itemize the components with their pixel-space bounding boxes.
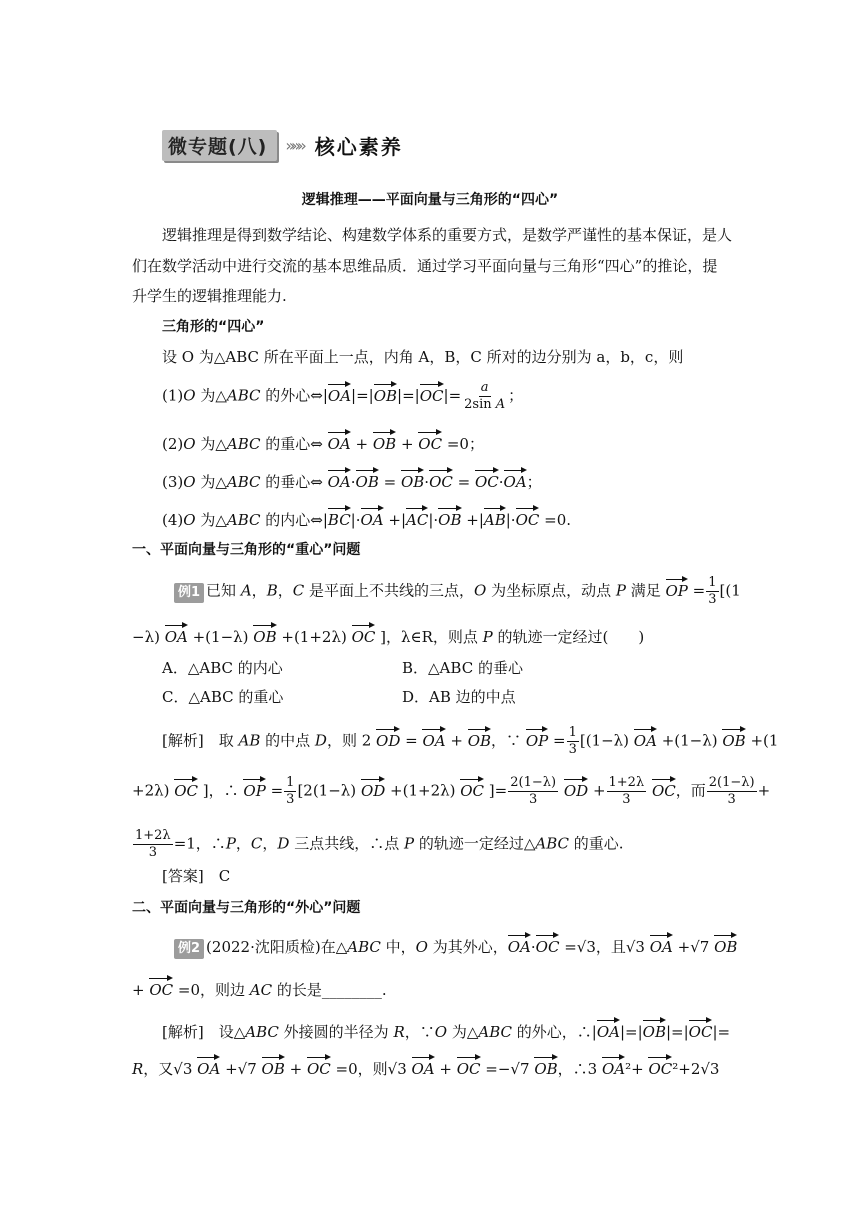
- answer-blank[interactable]: ________: [321, 981, 382, 999]
- topic-label: 微专题(八): [162, 130, 277, 161]
- option-b[interactable]: B．△ABC 的垂心: [402, 659, 523, 677]
- four-centers-heading: 三角形的“四心”: [162, 319, 265, 335]
- analysis1-line-3: $\frac{1+2\lambda}{3}$ =1，∴P，C，D 三点共线，∴点 P 的轨迹一定经过△ABC 的重心.: [135, 828, 624, 860]
- intro-line-2: 们在数学活动中进行交流的基本思维品质．通过学习平面向量与三角形“四心”的推论，提: [132, 257, 718, 275]
- intro-line-3: 升学生的逻辑推理能力.: [132, 287, 287, 305]
- four-centers-setup: 设 O 为△ABC 所在平面上一点，内角 A，B，C 所对的边分别为 a，b，c，则: [162, 348, 684, 366]
- topic-title: 核心素养: [314, 134, 403, 159]
- topic-header: [162, 130, 403, 160]
- example1-line-2: −λ) OA +(1−λ) OB +(1+2λ) OC ]，λ∈R，则点 P 的轨迹一定经过( ): [132, 625, 644, 647]
- center-item-3: (3)O 为△ABC 的垂心⇔ OA·OB = OB·OC = OC·OA；: [162, 470, 542, 492]
- part2-heading: 二、平面向量与三角形的“外心”问题: [132, 900, 361, 916]
- center-item-2: (2)O 为△ABC 的重心⇔ OA + OB + OC =0；: [162, 432, 484, 454]
- example1-line-1: 例1 已知 A，B，C 是平面上不共线的三点，O 为坐标原点，动点 P 满足 OP = $\frac{1}{3}$ [(1: [174, 575, 741, 608]
- analysis-tag: [解析]: [162, 1023, 204, 1041]
- example2-line-1: 例2 (2022·沈阳质检)在△ABC 中，O 为其外心，OA·OC =√3，且√3 OA +√7 OB: [174, 935, 737, 959]
- center-item-4: (4)O 为△ABC 的内心⇔|BC|·OA +|AC|·OB +|AB|·OC =0.: [162, 508, 571, 530]
- center-item-1: (1)O 为△ABC 的外心⇔|OA|=|OB|=|OC|= $\frac{a}{\text{2sin A}}$ ；: [162, 380, 524, 412]
- analysis1-line-1: [解析] 取 AB 的中点 D，则 2 OD = OA + OB，∵ OP = $\frac{1}{3}$ [(1−λ) OA +(1−λ) OB +(1: [162, 725, 779, 757]
- example2-line-2: + OC =0，则边 AC 的长是________.: [132, 978, 387, 1000]
- answer-value: C: [218, 867, 231, 885]
- analysis2-line-1: [解析] 设△ABC 外接圆的半径为 R，∵O 为△ABC 的外心，∴|OA|=|OB|=|OC|=: [162, 1020, 730, 1042]
- part1-heading: 一、平面向量与三角形的“重心”问题: [132, 542, 361, 558]
- option-d[interactable]: D．AB 边的中点: [402, 688, 516, 706]
- section-title: 逻辑推理——平面向量与三角形的“四心”: [301, 192, 559, 208]
- option-a[interactable]: A．△ABC 的内心: [162, 659, 283, 677]
- intro-line-1: 逻辑推理是得到数学结论、构建数学体系的重要方式，是数学严谨性的基本保证，是人: [162, 226, 733, 244]
- option-c[interactable]: C．△ABC 的重心: [162, 688, 284, 706]
- answer-tag: [答案]: [162, 867, 204, 885]
- analysis2-line-2: R，又√3 OA +√7 OB + OC =0，则√3 OA + OC =−√7 OB，∴3 OA²+ OC²+2√3: [132, 1057, 719, 1079]
- chevron-icon: »»»: [285, 135, 303, 155]
- example-badge: 例2: [174, 939, 204, 959]
- analysis1-line-2: +2λ) OC ]，∴ OP = $\frac{1}{3}$ [2(1−λ) OD +(1+2λ) OC ]= $\frac{2(1-\lambda)}{3}$ OD + $\frac{1+2\lambda}{3}$ OC，而 $\frac{2(1-\lambda)}{3}$ +: [132, 775, 771, 807]
- analysis-tag: [解析]: [162, 731, 204, 750]
- answer1: [162, 866, 230, 886]
- example-badge: 例1: [174, 583, 204, 603]
